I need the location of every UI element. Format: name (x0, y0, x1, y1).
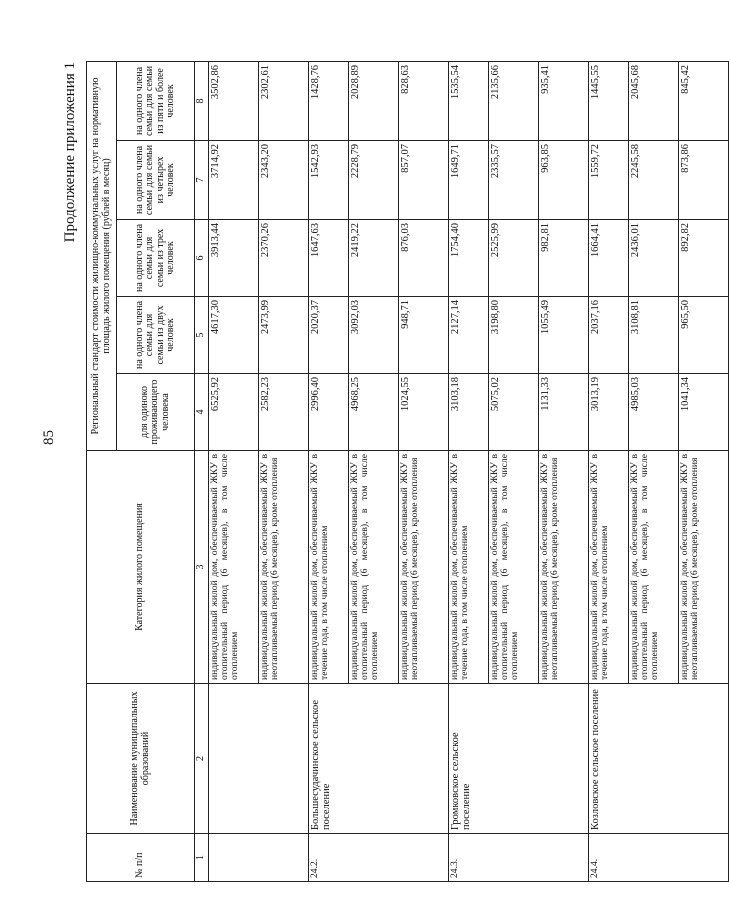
table-row (588, 61, 628, 881)
cost-value: 2335,57 (488, 141, 538, 220)
cost-value: 876,03 (398, 220, 448, 297)
cost-value: 2135,66 (488, 61, 538, 140)
header-standard: Региональный стандарт стоимости жилищно-коммунальных услуг на нормативную площадь жилого помещения (рублей в месяц) (87, 61, 117, 450)
header-num: № п/п (87, 834, 195, 882)
housing-category: индивидуальный жилой дом, обеспечиваемый ЖКУ в неотапливаемый период (6 месяцев), кроме отопления (398, 451, 448, 684)
housing-category: индивидуальный жилой дом, обеспечиваемый ЖКУ в течение года, в том числе отоплением (308, 451, 348, 684)
cost-value: 1024,55 (398, 374, 448, 451)
cost-value: 3913,44 (208, 220, 258, 297)
header-col-five: на одного члена семьи для семьи из пяти и более человек (117, 61, 195, 140)
cost-value: 3714,92 (208, 141, 258, 220)
housing-cost-table (86, 61, 729, 882)
cost-value: 2582,23 (258, 374, 308, 451)
cost-value: 828,63 (398, 61, 448, 140)
cost-value: 845,42 (678, 61, 728, 140)
table-row (208, 61, 258, 881)
header-col-three: на одного члена семьи для семьи из трех человек (117, 220, 195, 297)
row-number: 24.4. (588, 834, 728, 882)
housing-category: индивидуальный жилой дом, обеспечиваемый ЖКУ в отопительный период (6 месяцев), в том числе отоплением (348, 451, 398, 684)
housing-category: индивидуальный жилой дом, обеспечиваемый ЖКУ в отопительный период (6 месяцев), в том числе отоплением (208, 451, 258, 684)
housing-category: индивидуальный жилой дом, обеспечиваемый ЖКУ в течение года, в том числе отоплением (588, 451, 628, 684)
row-number (208, 834, 308, 882)
cost-value: 3013,19 (588, 374, 628, 451)
index-cell: 5 (195, 297, 209, 374)
cost-value: 3198,80 (488, 297, 538, 374)
cost-value: 2037,16 (588, 297, 628, 374)
cost-value: 2473,99 (258, 297, 308, 374)
header-col-four: на одного члена семьи для семьи из четырех человек (117, 141, 195, 220)
row-number: 24.2. (308, 834, 448, 882)
cost-value: 2996,40 (308, 374, 348, 451)
housing-category: индивидуальный жилой дом, обеспечиваемый ЖКУ в неотапливаемый период (6 месяцев), кроме отопления (538, 451, 588, 684)
header-col-two: на одного члена семьи для семьи из двух человек (117, 297, 195, 374)
cost-value: 3108,81 (628, 297, 678, 374)
cost-value: 1542,93 (308, 141, 348, 220)
cost-value: 2302,61 (258, 61, 308, 140)
index-cell: 1 (195, 834, 209, 882)
municipality-name: Громковское сельское поселение (448, 684, 588, 834)
cost-value: 1754,40 (448, 220, 488, 297)
cost-value: 1445,55 (588, 61, 628, 140)
cost-value: 965,50 (678, 297, 728, 374)
cost-value: 2525,99 (488, 220, 538, 297)
cost-value: 3502,86 (208, 61, 258, 140)
header-col-single: для одиноко проживающего человека (117, 374, 195, 451)
cost-value: 982,81 (538, 220, 588, 297)
cost-value: 1041,34 (678, 374, 728, 451)
cost-value: 892,82 (678, 220, 728, 297)
housing-category: индивидуальный жилой дом, обеспечиваемый ЖКУ в неотапливаемый период (6 месяцев), кроме отопления (678, 451, 728, 684)
municipality-name: Козловское сельское поселение (588, 684, 728, 834)
cost-value: 1055,49 (538, 297, 588, 374)
cost-value: 1649,71 (448, 141, 488, 220)
cost-value: 935,41 (538, 61, 588, 140)
housing-category: индивидуальный жилой дом, обеспечиваемый ЖКУ в течение года, в том числе отоплением (448, 451, 488, 684)
cost-value: 1647,63 (308, 220, 348, 297)
index-cell: 8 (195, 61, 209, 140)
index-cell: 7 (195, 141, 209, 220)
cost-value: 1664,41 (588, 220, 628, 297)
row-number: 24.3. (448, 834, 588, 882)
cost-value: 1131,33 (538, 374, 588, 451)
index-cell: 2 (195, 684, 209, 834)
rotated-page-content (62, 62, 700, 882)
housing-category: индивидуальный жилой дом, обеспечиваемый ЖКУ в отопительный период (6 месяцев), в том числе отоплением (488, 451, 538, 684)
cost-value: 2020,37 (308, 297, 348, 374)
cost-value: 2419,22 (348, 220, 398, 297)
cost-value: 2045,68 (628, 61, 678, 140)
table-body (208, 61, 728, 881)
cost-value: 2436,01 (628, 220, 678, 297)
cost-value: 2028,89 (348, 61, 398, 140)
table-row (448, 61, 488, 881)
municipality-name (208, 684, 308, 834)
cost-value: 1559,72 (588, 141, 628, 220)
cost-value: 948,71 (398, 297, 448, 374)
cost-value: 857,07 (398, 141, 448, 220)
continuation-title: Продолжение приложения 1 (62, 62, 78, 243)
cost-value: 3103,18 (448, 374, 488, 451)
page-number: 85 (41, 430, 57, 445)
housing-category: индивидуальный жилой дом, обеспечиваемый ЖКУ в отопительный период (6 месяцев), в том числе отоплением (628, 451, 678, 684)
cost-value: 1428,76 (308, 61, 348, 140)
cost-value: 2245,58 (628, 141, 678, 220)
cost-value: 4985,03 (628, 374, 678, 451)
table-row (308, 61, 348, 881)
cost-value: 963,85 (538, 141, 588, 220)
cost-value: 4968,25 (348, 374, 398, 451)
header-category: Категория жилого помещения (87, 451, 195, 684)
cost-value: 3092,03 (348, 297, 398, 374)
index-cell: 3 (195, 451, 209, 684)
header-name: Наименование муниципальных образований (87, 684, 195, 834)
cost-value: 2228,79 (348, 141, 398, 220)
cost-value: 2127,14 (448, 297, 488, 374)
cost-value: 2343,20 (258, 141, 308, 220)
cost-value: 2370,26 (258, 220, 308, 297)
index-cell: 6 (195, 220, 209, 297)
index-cell: 4 (195, 374, 209, 451)
housing-category: индивидуальный жилой дом, обеспечиваемый ЖКУ в неотапливаемый период (6 месяцев), кроме отопления (258, 451, 308, 684)
municipality-name: Большесудачинское сельское поселение (308, 684, 448, 834)
cost-value: 4617,30 (208, 297, 258, 374)
cost-value: 5075,02 (488, 374, 538, 451)
cost-value: 1535,54 (448, 61, 488, 140)
cost-value: 6525,92 (208, 374, 258, 451)
cost-value: 873,86 (678, 141, 728, 220)
